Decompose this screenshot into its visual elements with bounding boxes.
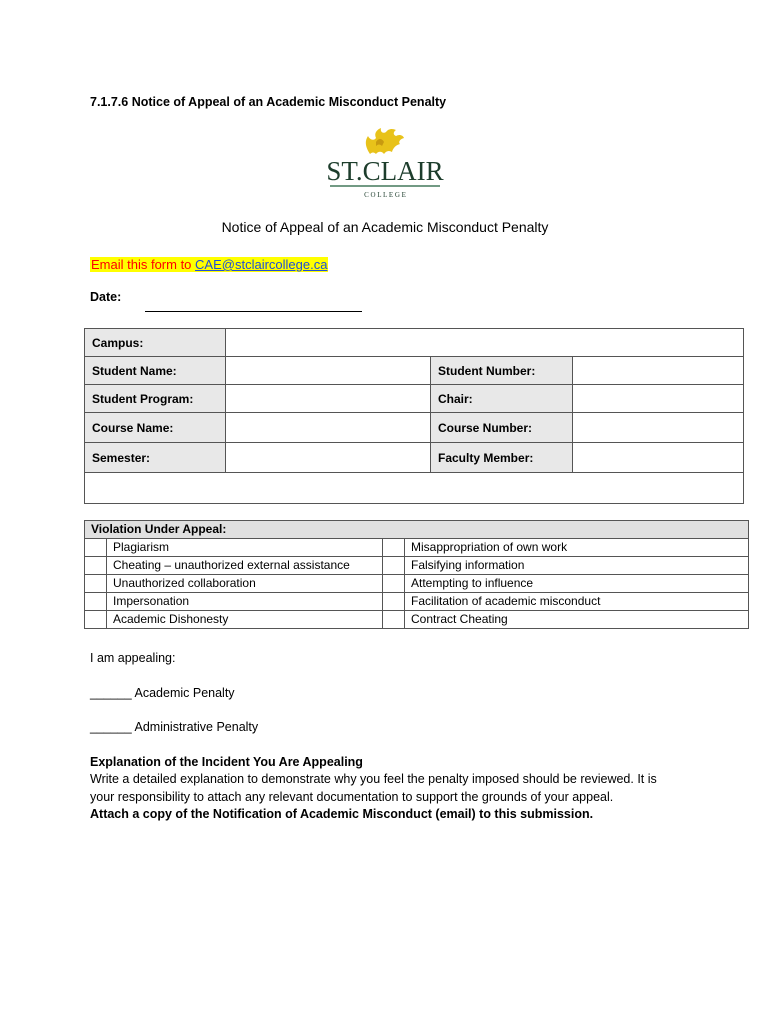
course-name-field[interactable]	[226, 413, 431, 443]
email-prefix: Email this form to	[91, 257, 196, 272]
student-info-table	[84, 328, 744, 504]
college-logo	[326, 124, 444, 200]
date-label: Date:	[90, 290, 122, 304]
explanation-line-1: Write a detailed explanation to demonstrate why you feel the penalty imposed should be reviewed. It is	[90, 772, 657, 786]
student-number-label: Student Number:	[431, 357, 573, 385]
checkbox[interactable]	[383, 611, 405, 629]
course-number-label: Course Number:	[431, 413, 573, 443]
email-instruction	[90, 257, 328, 272]
campus-field[interactable]	[226, 329, 744, 357]
table-row	[85, 575, 749, 593]
notes-field[interactable]	[85, 473, 744, 504]
student-program-field[interactable]	[226, 385, 431, 413]
violation-option: Plagiarism	[107, 539, 383, 557]
checkbox[interactable]	[383, 557, 405, 575]
faculty-member-field[interactable]	[573, 443, 744, 473]
course-number-field[interactable]	[573, 413, 744, 443]
checkbox[interactable]	[383, 539, 405, 557]
logo-subtext: C O L L E G E	[364, 191, 406, 199]
student-name-field[interactable]	[226, 357, 431, 385]
chair-field[interactable]	[573, 385, 744, 413]
date-field[interactable]	[145, 311, 362, 312]
semester-label: Semester:	[85, 443, 226, 473]
administrative-penalty-option[interactable]: ______ Administrative Penalty	[90, 720, 259, 734]
table-row	[85, 557, 749, 575]
violation-option: Cheating – unauthorized external assistance	[107, 557, 383, 575]
violation-table	[84, 520, 749, 629]
violation-option: Falsifying information	[405, 557, 749, 575]
table-row	[85, 539, 749, 557]
violation-option: Academic Dishonesty	[107, 611, 383, 629]
checkbox[interactable]	[85, 557, 107, 575]
academic-penalty-option[interactable]: ______ Academic Penalty	[90, 686, 235, 700]
checkbox[interactable]	[85, 539, 107, 557]
email-link[interactable]: CAE@stclaircollege.ca	[195, 257, 328, 272]
student-name-label: Student Name:	[85, 357, 226, 385]
violation-option: Unauthorized collaboration	[107, 575, 383, 593]
violation-option: Impersonation	[107, 593, 383, 611]
checkbox[interactable]	[383, 575, 405, 593]
chair-label: Chair:	[431, 385, 573, 413]
explanation-heading: Explanation of the Incident You Are Appealing	[90, 755, 363, 769]
violation-option: Contract Cheating	[405, 611, 749, 629]
explanation-line-2: your responsibility to attach any relevant documentation to support the grounds of your appeal.	[90, 790, 614, 804]
griffin-icon	[326, 124, 444, 200]
section-heading: 7.1.7.6 Notice of Appeal of an Academic Misconduct Penalty	[90, 95, 447, 109]
table-row	[85, 611, 749, 629]
appeal-intro: I am appealing:	[90, 651, 176, 665]
faculty-member-label: Faculty Member:	[431, 443, 573, 473]
course-name-label: Course Name:	[85, 413, 226, 443]
document-title: Notice of Appeal of an Academic Misconduct Penalty	[221, 219, 549, 235]
checkbox[interactable]	[85, 593, 107, 611]
violation-heading: Violation Under Appeal:	[85, 521, 749, 539]
checkbox[interactable]	[85, 575, 107, 593]
violation-option: Misappropriation of own work	[405, 539, 749, 557]
student-number-field[interactable]	[573, 357, 744, 385]
student-program-label: Student Program:	[85, 385, 226, 413]
checkbox[interactable]	[383, 593, 405, 611]
explanation-line-3: Attach a copy of the Notification of Academic Misconduct (email) to this submission.	[90, 807, 594, 821]
violation-option: Facilitation of academic misconduct	[405, 593, 749, 611]
semester-field[interactable]	[226, 443, 431, 473]
logo-wordmark: ST.CLAIR	[326, 156, 444, 186]
table-row	[85, 593, 749, 611]
checkbox[interactable]	[85, 611, 107, 629]
campus-label: Campus:	[85, 329, 226, 357]
violation-option: Attempting to influence	[405, 575, 749, 593]
